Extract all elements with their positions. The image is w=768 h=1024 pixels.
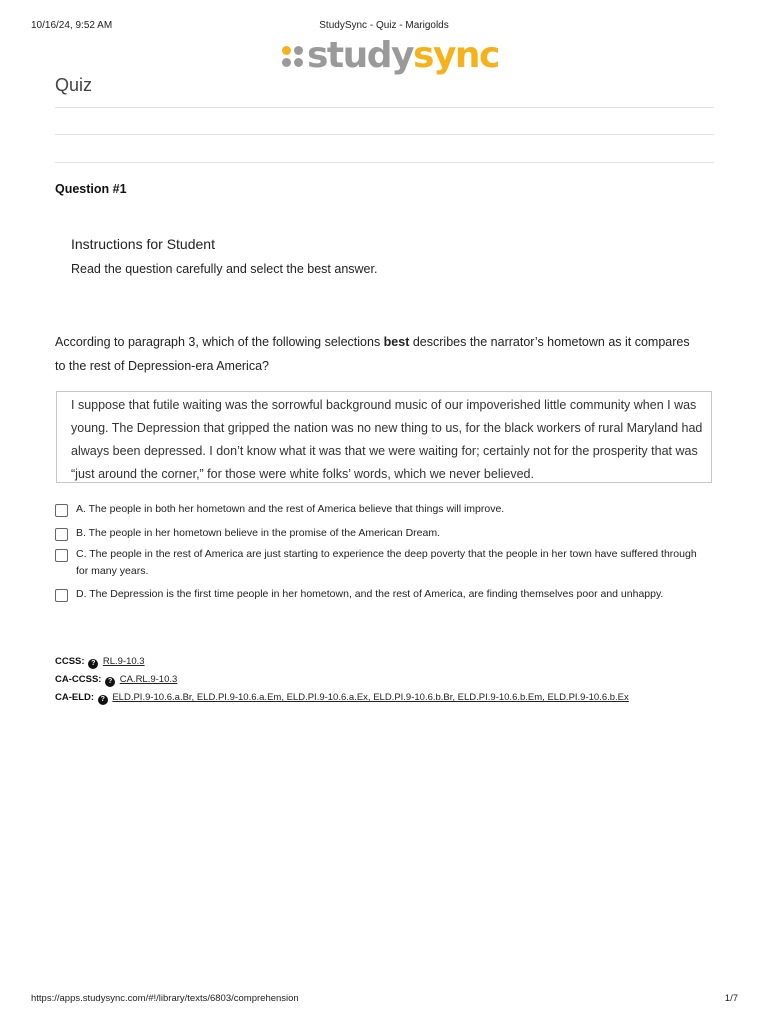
standard-label: CCSS: xyxy=(55,656,85,667)
studysync-logo xyxy=(282,36,499,76)
answer-option-b[interactable] xyxy=(55,525,705,542)
help-icon[interactable]: ? xyxy=(105,677,115,687)
divider xyxy=(55,134,714,135)
logo-word-study: study xyxy=(307,35,414,76)
answer-option-d[interactable] xyxy=(55,586,705,603)
answer-option-c[interactable] xyxy=(55,546,705,580)
logo-dots-icon xyxy=(282,46,303,67)
help-icon[interactable]: ? xyxy=(98,695,108,705)
standard-ca-eld xyxy=(55,692,629,705)
instructions-title: Instructions for Student xyxy=(71,236,215,252)
prompt-text: According to paragraph 3, which of the following selections xyxy=(55,335,384,349)
standard-link[interactable]: ELD.PI.9-10.6.a.Br, ELD.PI.9-10.6.a.Em, ELD.PI.9-10.6.a.Ex, ELD.PI.9-10.6.b.Br, ELD.PI.9-10.6.b.Em, ELD.PI.9-10.6.b.Ex xyxy=(112,692,629,703)
prompt-text: describes the narrator’s hometown as it compares to the rest of Depression-era America? xyxy=(55,335,690,373)
print-header xyxy=(0,20,768,34)
answer-option-a[interactable] xyxy=(55,501,705,518)
logo-word-sync: sync xyxy=(413,35,499,76)
standard-label: CA-ELD: xyxy=(55,692,95,703)
checkbox-icon[interactable] xyxy=(55,528,68,541)
standard-ccss xyxy=(55,656,145,669)
help-icon[interactable]: ? xyxy=(88,659,98,669)
print-footer xyxy=(0,993,768,1007)
print-datetime: 10/16/24, 9:52 AM xyxy=(31,20,113,31)
standard-link[interactable]: RL.9-10.3 xyxy=(102,656,145,667)
divider xyxy=(55,107,714,108)
print-doc-title: StudySync - Quiz - Marigolds xyxy=(319,20,449,31)
question-number: Question #1 xyxy=(55,182,127,196)
checkbox-icon[interactable] xyxy=(55,589,68,602)
print-page-number: 1/7 xyxy=(724,993,738,1004)
passage-excerpt: I suppose that futile waiting was the sorrowful background music of our impoverished little community when I was young. The Depression that gripped the nation was no new thing to us, for the black workers of rural Maryland had always been depressed. I don’t know what it was that we were waiting for; certainly not for the prosperity that was “just around the corner,” for those were white folks’ words, which we never believed. xyxy=(56,391,712,483)
question-prompt xyxy=(55,330,695,378)
standard-label: CA-CCSS: xyxy=(55,674,102,685)
prompt-emphasis: best xyxy=(383,335,410,349)
instructions-text: Read the question carefully and select the best answer. xyxy=(71,262,378,276)
answer-option-label: A. The people in both her hometown and the rest of America believe that things will improve. xyxy=(76,503,505,515)
answer-option-label: D. The Depression is the first time people in her hometown, and the rest of America, are finding themselves poor and unhappy. xyxy=(76,588,664,600)
print-url: https://apps.studysync.com/#!/library/texts/6803/comprehension xyxy=(31,993,299,1004)
standard-link[interactable]: CA.RL.9-10.3 xyxy=(119,674,178,685)
page-title: Quiz xyxy=(55,75,93,95)
answer-option-label: B. The people in her hometown believe in the promise of the American Dream. xyxy=(76,527,441,539)
divider xyxy=(55,162,714,163)
checkbox-icon[interactable] xyxy=(55,504,68,517)
standard-ca-ccss xyxy=(55,674,177,687)
checkbox-icon[interactable] xyxy=(55,549,68,562)
answer-option-label: C. The people in the rest of America are just starting to experience the deep poverty that the people in her town have suffered through for many years. xyxy=(76,548,697,577)
